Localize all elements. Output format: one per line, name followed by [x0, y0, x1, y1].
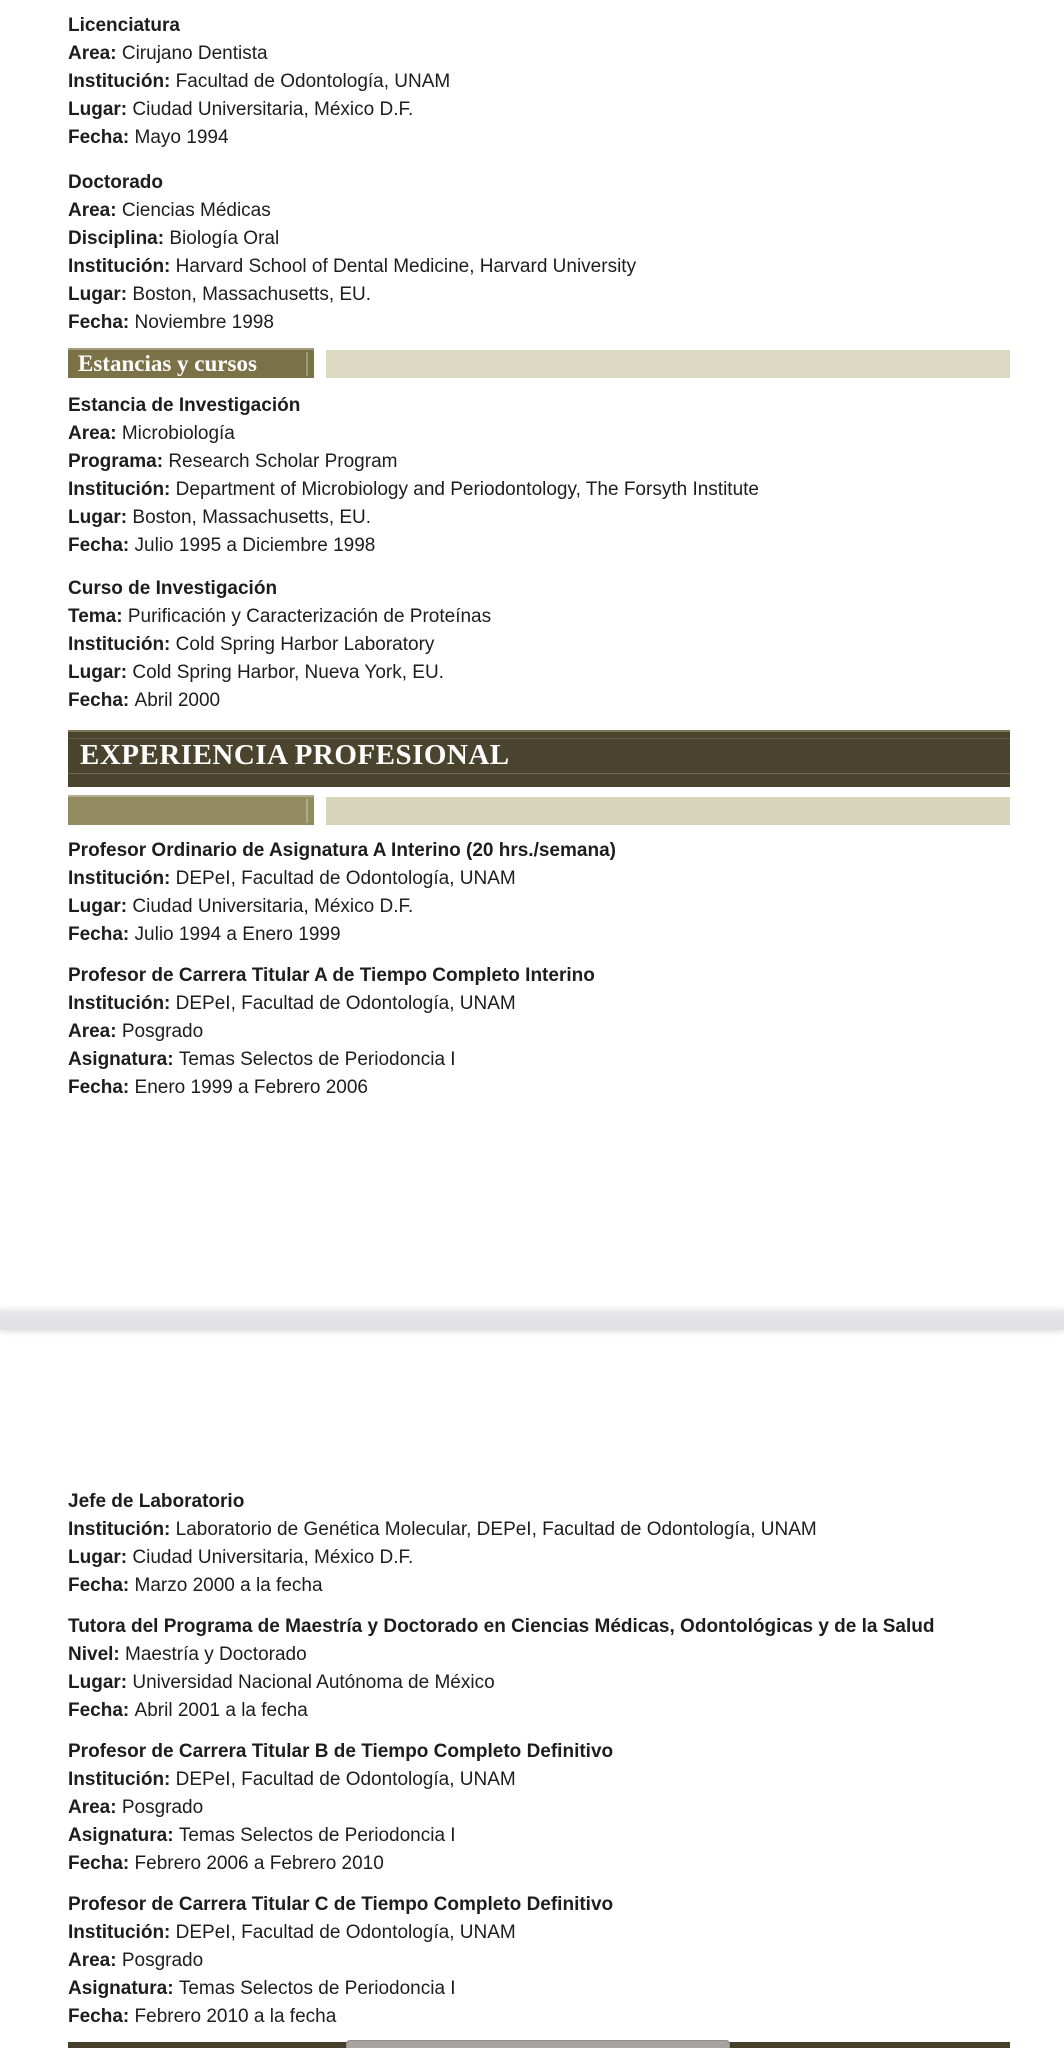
field-value: Laboratorio de Genética Molecular, DEPeI, Facultad de Odontología, UNAM: [175, 1519, 817, 1540]
field-value: Purificación y Caracterización de Proteínas: [127, 606, 492, 627]
field-label: Fecha:: [68, 1700, 135, 1721]
field-label: Asignatura:: [68, 1049, 179, 1070]
field-value: Biología Oral: [169, 228, 280, 249]
field-label: Fecha:: [68, 2006, 135, 2027]
entry-field: [68, 1669, 1010, 1697]
header-hairline: [68, 773, 1010, 774]
entry-field: [68, 631, 1010, 659]
field-value: Noviembre 1998: [134, 312, 274, 333]
estancias-entries: [68, 392, 1010, 730]
entry-field: [68, 96, 1010, 124]
field-label: Lugar:: [68, 896, 133, 917]
entry-field: [68, 448, 1010, 476]
field-value: Febrero 2010 a la fecha: [134, 2006, 337, 2027]
field-label: Institución:: [68, 71, 176, 92]
cv-entry: [68, 575, 1010, 715]
cv-entry: [68, 837, 1010, 949]
entry-title: Profesor de Carrera Titular B de Tiempo Completo Definitivo: [68, 1741, 614, 1762]
entry-field: [68, 420, 1010, 448]
entry-field: [68, 603, 1010, 631]
entry-field: [68, 476, 1010, 504]
field-value: Facultad de Odontología, UNAM: [175, 71, 451, 92]
entry-field: [68, 253, 1010, 281]
field-label: Institución:: [68, 1769, 176, 1790]
entry-field: [68, 68, 1010, 96]
field-label: Fecha:: [68, 924, 135, 945]
entry-field: [68, 1572, 1010, 1600]
field-value: Mayo 1994: [134, 127, 229, 148]
field-label: Programa:: [68, 451, 169, 472]
field-label: Fecha:: [68, 1077, 135, 1098]
section-badge-empty: [68, 795, 314, 825]
entry-field: [68, 990, 1010, 1018]
entry-title: Licenciatura: [68, 15, 180, 36]
field-label: Area:: [68, 43, 122, 64]
entry-field: [68, 124, 1010, 152]
field-value: Julio 1994 a Enero 1999: [134, 924, 341, 945]
field-label: Area:: [68, 1797, 122, 1818]
field-value: DEPeI, Facultad de Odontología, UNAM: [175, 993, 516, 1014]
field-label: Fecha:: [68, 312, 135, 333]
entry-field: [68, 1919, 1010, 1947]
entry-field: [68, 1046, 1010, 1074]
entry-field: [68, 659, 1010, 687]
field-value: Posgrado: [121, 1021, 204, 1042]
field-label: Fecha:: [68, 1575, 135, 1596]
field-value: Posgrado: [121, 1797, 204, 1818]
page-break: [0, 1310, 1064, 1330]
field-label: Institución:: [68, 1922, 176, 1943]
field-value: Universidad Nacional Autónoma de México: [132, 1672, 495, 1693]
section-bar-empty: [326, 797, 1010, 825]
entry-field: [68, 1697, 1010, 1725]
entry-field: [68, 504, 1010, 532]
field-label: Institución:: [68, 634, 176, 655]
entry-title: Curso de Investigación: [68, 578, 278, 599]
field-value: Ciudad Universitaria, México D.F.: [132, 99, 414, 120]
field-label: Fecha:: [68, 690, 135, 711]
field-value: Enero 1999 a Febrero 2006: [134, 1077, 368, 1098]
field-value: Posgrado: [121, 1950, 204, 1971]
entry-field: [68, 1074, 1010, 1102]
entry-field: [68, 893, 1010, 921]
entry-field: [68, 225, 1010, 253]
field-label: Nivel:: [68, 1644, 126, 1665]
field-label: Institución:: [68, 993, 176, 1014]
field-label: Lugar:: [68, 1547, 133, 1568]
field-value: Marzo 2000 a la fecha: [134, 1575, 323, 1596]
experiencia-entries: [68, 837, 1010, 1115]
field-value: Boston, Massachusetts, EU.: [132, 507, 372, 528]
field-value: Cirujano Dentista: [121, 43, 268, 64]
field-value: Department of Microbiology and Periodontology, The Forsyth Institute: [175, 479, 759, 500]
section-header-experiencia-profesional: [68, 730, 1010, 787]
field-value: Ciencias Médicas: [121, 200, 271, 221]
section-badge-estancias: Estancias y cursos: [68, 348, 314, 378]
entry-field: [68, 1822, 1010, 1850]
field-value: Julio 1995 a Diciembre 1998: [134, 535, 376, 556]
field-value: Harvard School of Dental Medicine, Harvard University: [175, 256, 637, 277]
entry-field: [68, 1641, 1010, 1669]
field-value: Maestría y Doctorado: [125, 1644, 307, 1665]
entry-field: [68, 1947, 1010, 1975]
cv-entry: [68, 169, 1010, 337]
entry-field: [68, 2003, 1010, 2031]
entry-field: [68, 1766, 1010, 1794]
cv-entry: [68, 12, 1010, 152]
entry-field: [68, 687, 1010, 715]
field-label: Institución:: [68, 256, 176, 277]
field-label: Lugar:: [68, 507, 133, 528]
field-value: Abril 2001 a la fecha: [134, 1700, 308, 1721]
field-label: Disciplina:: [68, 228, 170, 249]
entry-field: [68, 1516, 1010, 1544]
field-value: Abril 2000: [134, 690, 221, 711]
page2-entries: [68, 1488, 1010, 2044]
entry-field: [68, 40, 1010, 68]
field-value: Cold Spring Harbor, Nueva York, EU.: [132, 662, 444, 683]
section-header-label: EXPERIENCIA PROFESIONAL: [80, 739, 510, 771]
entry-title: Jefe de Laboratorio: [68, 1491, 245, 1512]
field-value: Research Scholar Program: [168, 451, 398, 472]
field-value: Febrero 2006 a Febrero 2010: [134, 1853, 384, 1874]
entry-field: [68, 865, 1010, 893]
entry-field: [68, 1850, 1010, 1878]
field-value: DEPeI, Facultad de Odontología, UNAM: [175, 1922, 516, 1943]
entry-field: [68, 281, 1010, 309]
cv-entry: [68, 962, 1010, 1102]
field-label: Asignatura:: [68, 1978, 179, 1999]
field-label: Asignatura:: [68, 1825, 179, 1846]
cv-entry: [68, 1738, 1010, 1878]
entry-title: Profesor de Carrera Titular A de Tiempo Completo Interino: [68, 965, 595, 986]
entry-field: [68, 1018, 1010, 1046]
section-bar-estancias: [326, 350, 1010, 378]
field-value: Temas Selectos de Periodoncia I: [178, 1825, 456, 1846]
entry-title: Profesor de Carrera Titular C de Tiempo Completo Definitivo: [68, 1894, 614, 1915]
field-value: Boston, Massachusetts, EU.: [132, 284, 372, 305]
entry-field: [68, 197, 1010, 225]
entry-title: Profesor Ordinario de Asignatura A Interino (20 hrs./semana): [68, 840, 616, 861]
entry-title: Tutora del Programa de Maestría y Doctorado en Ciencias Médicas, Odontológicas y de la Salud: [68, 1616, 935, 1637]
field-label: Fecha:: [68, 1853, 135, 1874]
field-label: Lugar:: [68, 99, 133, 120]
field-label: Lugar:: [68, 662, 133, 683]
entry-title: Doctorado: [68, 172, 163, 193]
education-entries: [68, 12, 1010, 354]
field-label: Institución:: [68, 1519, 176, 1540]
section-row-empty: [68, 795, 1010, 825]
field-value: DEPeI, Facultad de Odontología, UNAM: [175, 868, 516, 889]
field-label: Area:: [68, 200, 122, 221]
entry-field: [68, 532, 1010, 560]
entry-title: Estancia de Investigación: [68, 395, 301, 416]
field-value: Temas Selectos de Periodoncia I: [178, 1049, 456, 1070]
field-value: Cold Spring Harbor Laboratory: [175, 634, 435, 655]
field-label: Fecha:: [68, 535, 135, 556]
field-label: Fecha:: [68, 127, 135, 148]
field-label: Institución:: [68, 868, 176, 889]
cv-entry: [68, 1891, 1010, 2031]
cv-entry: [68, 1613, 1010, 1725]
field-value: Ciudad Universitaria, México D.F.: [132, 896, 414, 917]
field-label: Area:: [68, 1021, 122, 1042]
entry-field: [68, 921, 1010, 949]
field-value: Microbiología: [121, 423, 235, 444]
entry-field: [68, 1975, 1010, 2003]
field-label: Institución:: [68, 479, 176, 500]
field-value: Ciudad Universitaria, México D.F.: [132, 1547, 414, 1568]
field-value: Temas Selectos de Periodoncia I: [178, 1978, 456, 1999]
field-label: Area:: [68, 423, 122, 444]
field-value: DEPeI, Facultad de Odontología, UNAM: [175, 1769, 516, 1790]
horizontal-scrollbar-thumb[interactable]: [346, 2040, 730, 2048]
field-label: Lugar:: [68, 284, 133, 305]
entry-field: [68, 1794, 1010, 1822]
field-label: Area:: [68, 1950, 122, 1971]
cv-entry: [68, 392, 1010, 560]
section-row-estancias: [68, 348, 1010, 378]
cv-entry: [68, 1488, 1010, 1600]
field-label: Tema:: [68, 606, 128, 627]
field-label: Lugar:: [68, 1672, 133, 1693]
entry-field: [68, 309, 1010, 337]
entry-field: [68, 1544, 1010, 1572]
